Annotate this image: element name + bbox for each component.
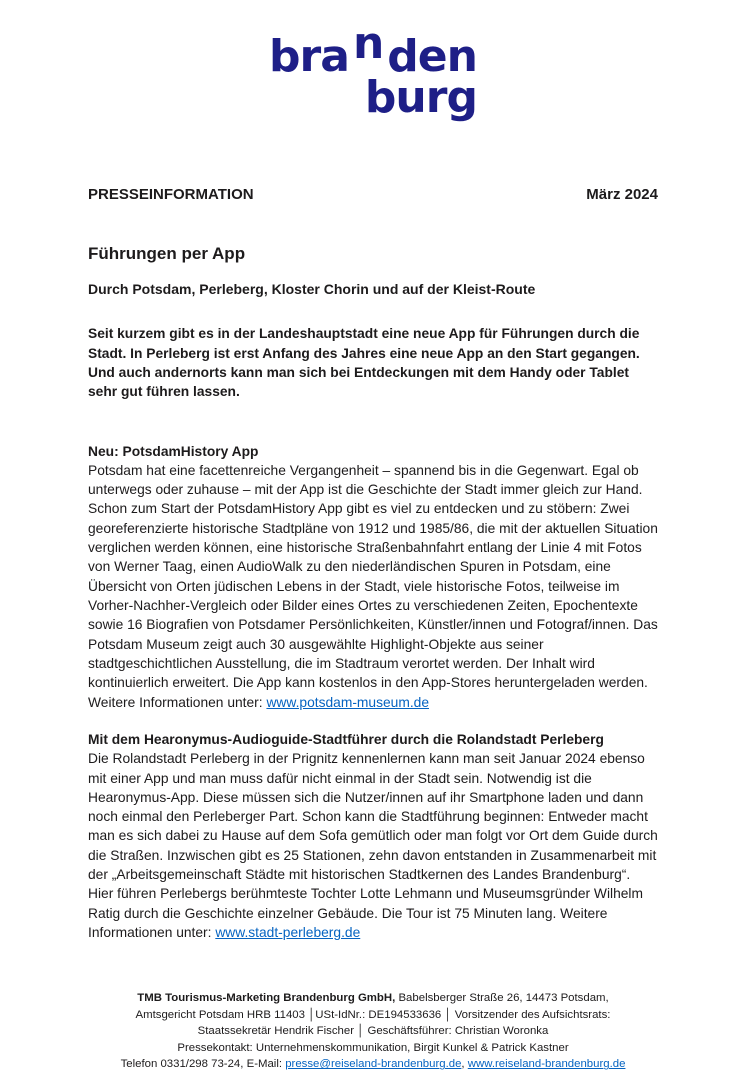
footer-line-registry: Amtsgericht Potsdam HRB 11403 │USt-IdNr.: DE194533636 │ Vorsitzender des Aufsichtsrats:: [135, 1008, 611, 1021]
press-date: März 2024: [586, 186, 658, 203]
page-subtitle: Durch Potsdam, Perleberg, Kloster Chorin und auf der Kleist-Route: [88, 281, 536, 298]
section-heading: Mit dem Hearonymus-Audioguide-Stadtführer durch die Rolandstadt Perleberg: [88, 731, 604, 747]
section-body: [88, 461, 658, 712]
section-heading: Neu: PotsdamHistory App: [88, 443, 259, 459]
section-potsdam-history: [88, 442, 658, 712]
website-link[interactable]: www.reiseland-brandenburg.de: [467, 1058, 626, 1071]
footer-line-management: Staatssekretär Hendrik Fischer │ Geschäftsführer: Christian Woronka: [197, 1025, 549, 1038]
potsdam-museum-link[interactable]: www.potsdam-museum.de: [266, 694, 429, 710]
brandenburg-logo: [269, 18, 477, 123]
section-perleberg-audioguide: [88, 730, 658, 942]
logo-text-bottom: burg: [364, 72, 477, 123]
section-text: Die Rolandstadt Perleberg in der Prignitz kennenlernen kann man seit Januar 2024 ebenso mit einer App und man muss dafür nicht einmal in der Stadt sein. Notwendig ist die Hearonymus-App. Diese müssen sich die Nutzer/innen auf ihr Smartphone laden und dann noch einmal den Perleberger Part. Schon kann die Stadtführung beginnen: Entweder macht man es sich dabei zu Hause auf dem Sofa gemütlich oder man folgt vor Ort dem Guide durch die Straßen. Inzwischen gibt es 25 Stationen, zehn davon entstanden in Zusammenarbeit mit der „Arbeitsgemeinschaft Städte mit historischen Stadtkernen des Landes Brandenburg“. Hier führen Perlebergs berühmteste Tochter Lotte Lehmann und Museumsgründer Wilhelm Ratig durch die Geschichte einzelner Gebäude. Die Tour ist 75 Minuten lang. Weitere Informationen unter:: [88, 751, 658, 941]
press-label: PRESSEINFORMATION: [88, 186, 254, 203]
logo-part2: den: [387, 31, 477, 82]
section-text: Potsdam hat eine facettenreiche Vergangenheit – spannend bis in die Gegenwart. Egal ob unterwegs oder zuhause – mit der App ist die Geschichte der Stadt immer gleich zur Hand. Schon zum Start der PotsdamHistory App gibt es viel zu entdecken und zu stöbern: Zwei georeferenzierte historische Stadtpläne von 1912 und 1985/86, die mit der aktuellen Situation verglichen werden können, eine historische Straßenbahnfahrt entlang der Linie 4 mit Fotos von Werner Taag, einen AudioWalk zu den niederländischen Spuren in Potsdam, eine Übersicht von Orten jüdischen Lebens in der Stadt, viele historische Fotos, teilweise im Vorher-Nachher-Vergleich oder Bilder eines Ortes zu verschiedenen Zeiten, Epochentexte sowie 16 Biografien von Potsdamer Persönlichkeiten, Künstler/innen und Fotograf/innen. Das Potsdam Museum zeigt auch 30 ausgewählte Highlight-Objekte aus seiner stadtgeschichtlichen Ausstellung, die im Stadtraum verortet werden. Der Inhalt wird kontinuierlich erweitert. Die App kann kostenlos in den App-Stores heruntergeladen werden. Weitere Informationen unter:: [88, 462, 658, 710]
stadt-perleberg-link[interactable]: www.stadt-perleberg.de: [215, 925, 361, 941]
footer-line-contact: [88, 1056, 658, 1073]
press-header-row: [88, 184, 658, 205]
lead-paragraph: Seit kurzem gibt es in der Landeshauptstadt eine neue App für Führungen durch die Stadt. In Perleberg ist erst Anfang des Jahres eine neue App an den Start gegangen. Und auch andernorts kann man sich bei Entdeckungen mit dem Handy oder Tablet sehr gut führen lassen.: [88, 326, 640, 400]
email-link[interactable]: presse@reiseland-brandenburg.de: [285, 1058, 462, 1071]
logo-part1: bra: [269, 31, 349, 82]
footer-contact-prefix: Telefon 0331/298 73-24, E-Mail:: [120, 1058, 286, 1071]
logo-raised-letter: n: [352, 18, 384, 69]
footer-company-address: Babelsberger Straße 26, 14473 Potsdam,: [395, 992, 609, 1005]
footer-company-name: TMB Tourismus-Marketing Brandenburg GmbH,: [137, 992, 396, 1005]
footer-line-presscontact: Pressekontakt: Unternehmenskommunikation, Birgit Kunkel & Patrick Kastner: [177, 1041, 569, 1054]
footer-contact-separator: ,: [461, 1058, 468, 1071]
footer-imprint: [88, 990, 658, 1073]
section-body: [88, 749, 658, 942]
page-title: Führungen per App: [88, 244, 246, 263]
footer-line-company: [88, 990, 658, 1007]
